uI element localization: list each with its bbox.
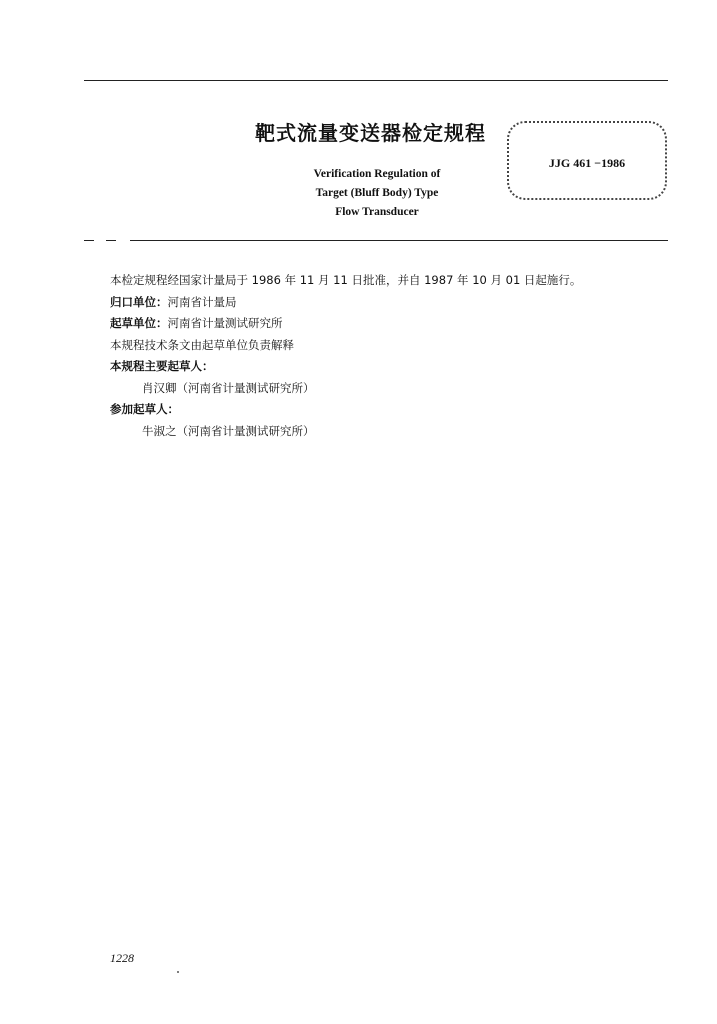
drafting-unit bbox=[110, 313, 581, 335]
drafting-unit-label: 起草单位： bbox=[110, 316, 168, 330]
divider-dash bbox=[106, 240, 116, 241]
responsible-unit bbox=[110, 292, 581, 314]
page-number: 1228 bbox=[110, 951, 134, 965]
title-en-line-1: Verification Regulation of bbox=[313, 168, 441, 180]
scan-speck bbox=[177, 971, 179, 973]
document-title-cn: 靶式流量变送器检定规程 bbox=[255, 121, 486, 145]
participants-label: 参加起草人： bbox=[110, 402, 179, 416]
regulation-code: JJG 461 −1986 bbox=[548, 156, 626, 170]
top-rule bbox=[84, 80, 668, 81]
main-authors-label: 本规程主要起草人： bbox=[110, 359, 214, 373]
divider-line bbox=[130, 240, 668, 241]
drafting-unit-value: 河南省计量测试研究所 bbox=[167, 316, 283, 330]
title-en-line-2: Target (Bluff Body) Type bbox=[315, 187, 439, 199]
approval-statement: 本检定规程经国家计量局于 1986 年 11 月 11 日批准，并自 1987 年 10 月 01 日起施行。 bbox=[110, 273, 582, 287]
regulation-code-box bbox=[507, 121, 667, 200]
main-author: 肖汉卿（河南省计量测试研究所） bbox=[142, 380, 315, 395]
document-title-en bbox=[272, 165, 482, 222]
responsible-unit-label: 归口单位： bbox=[110, 294, 168, 309]
divider-dash bbox=[84, 240, 94, 241]
document-info bbox=[110, 270, 581, 442]
participant: 牛淑之（河南省计量测试研究所） bbox=[142, 423, 315, 438]
title-en-line-3: Flow Transducer bbox=[335, 206, 419, 218]
interpretation-note: 本规程技术条文由起草单位负责解释 bbox=[110, 337, 294, 352]
responsible-unit-value: 河南省计量局 bbox=[167, 294, 237, 309]
